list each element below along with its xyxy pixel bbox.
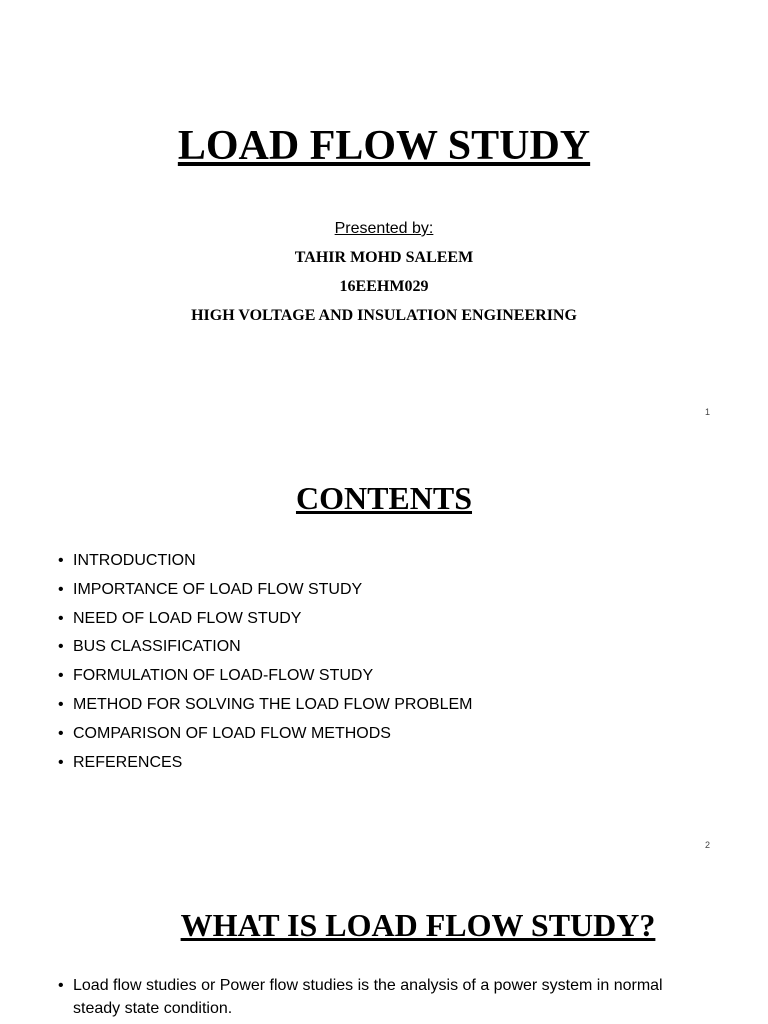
list-item-label: NEED OF LOAD FLOW STUDY: [73, 609, 302, 627]
list-item-label: METHOD FOR SOLVING THE LOAD FLOW PROBLEM: [73, 695, 473, 713]
list-item: [58, 636, 472, 665]
contents-list: [58, 550, 472, 780]
list-item-label: INTRODUCTION: [73, 552, 196, 569]
department-name: HIGH VOLTAGE AND INSULATION ENGINEERING: [191, 307, 577, 324]
list-item: [58, 665, 472, 694]
list-item-label: COMPARISON OF LOAD FLOW METHODS: [73, 724, 391, 742]
bullet-icon: •: [58, 724, 64, 742]
list-item: [58, 694, 472, 723]
list-item-label: BUS CLASSIFICATION: [73, 638, 241, 656]
bullet-icon: •: [58, 695, 64, 713]
list-item-label: FORMULATION OF LOAD-FLOW STUDY: [73, 667, 374, 685]
bullet-icon: •: [58, 609, 64, 627]
presented-by-label: Presented by:: [334, 220, 434, 237]
slide-1-title: LOAD FLOW STUDY: [177, 123, 591, 169]
paragraph-text: Load flow studies or Power flow studies is the analysis of a power system in normal steady state condition.: [73, 977, 663, 1017]
bullet-icon: •: [58, 753, 64, 771]
bullet-icon: •: [58, 580, 64, 598]
author-name: TAHIR MOHD SALEEM: [294, 249, 474, 266]
list-item-label: IMPORTANCE OF LOAD FLOW STUDY: [73, 580, 363, 598]
bullet-icon: •: [58, 977, 64, 994]
list-item: [58, 723, 472, 752]
list-item: [58, 579, 472, 608]
bullet-icon: •: [58, 552, 64, 569]
page-number-2: 2: [704, 840, 710, 850]
slide-2-title: CONTENTS: [295, 480, 473, 516]
slide-3-title: WHAT IS LOAD FLOW STUDY?: [180, 907, 656, 943]
roll-number: 16EEHM029: [339, 278, 429, 295]
list-item: [58, 752, 472, 781]
page-number-1: 1: [704, 407, 710, 417]
list-item: [58, 550, 472, 579]
bullet-icon: •: [58, 638, 64, 656]
list-item: [58, 608, 472, 637]
bullet-icon: •: [58, 667, 64, 685]
list-item-label: REFERENCES: [73, 753, 183, 771]
slide-3-paragraph: [58, 974, 693, 1020]
